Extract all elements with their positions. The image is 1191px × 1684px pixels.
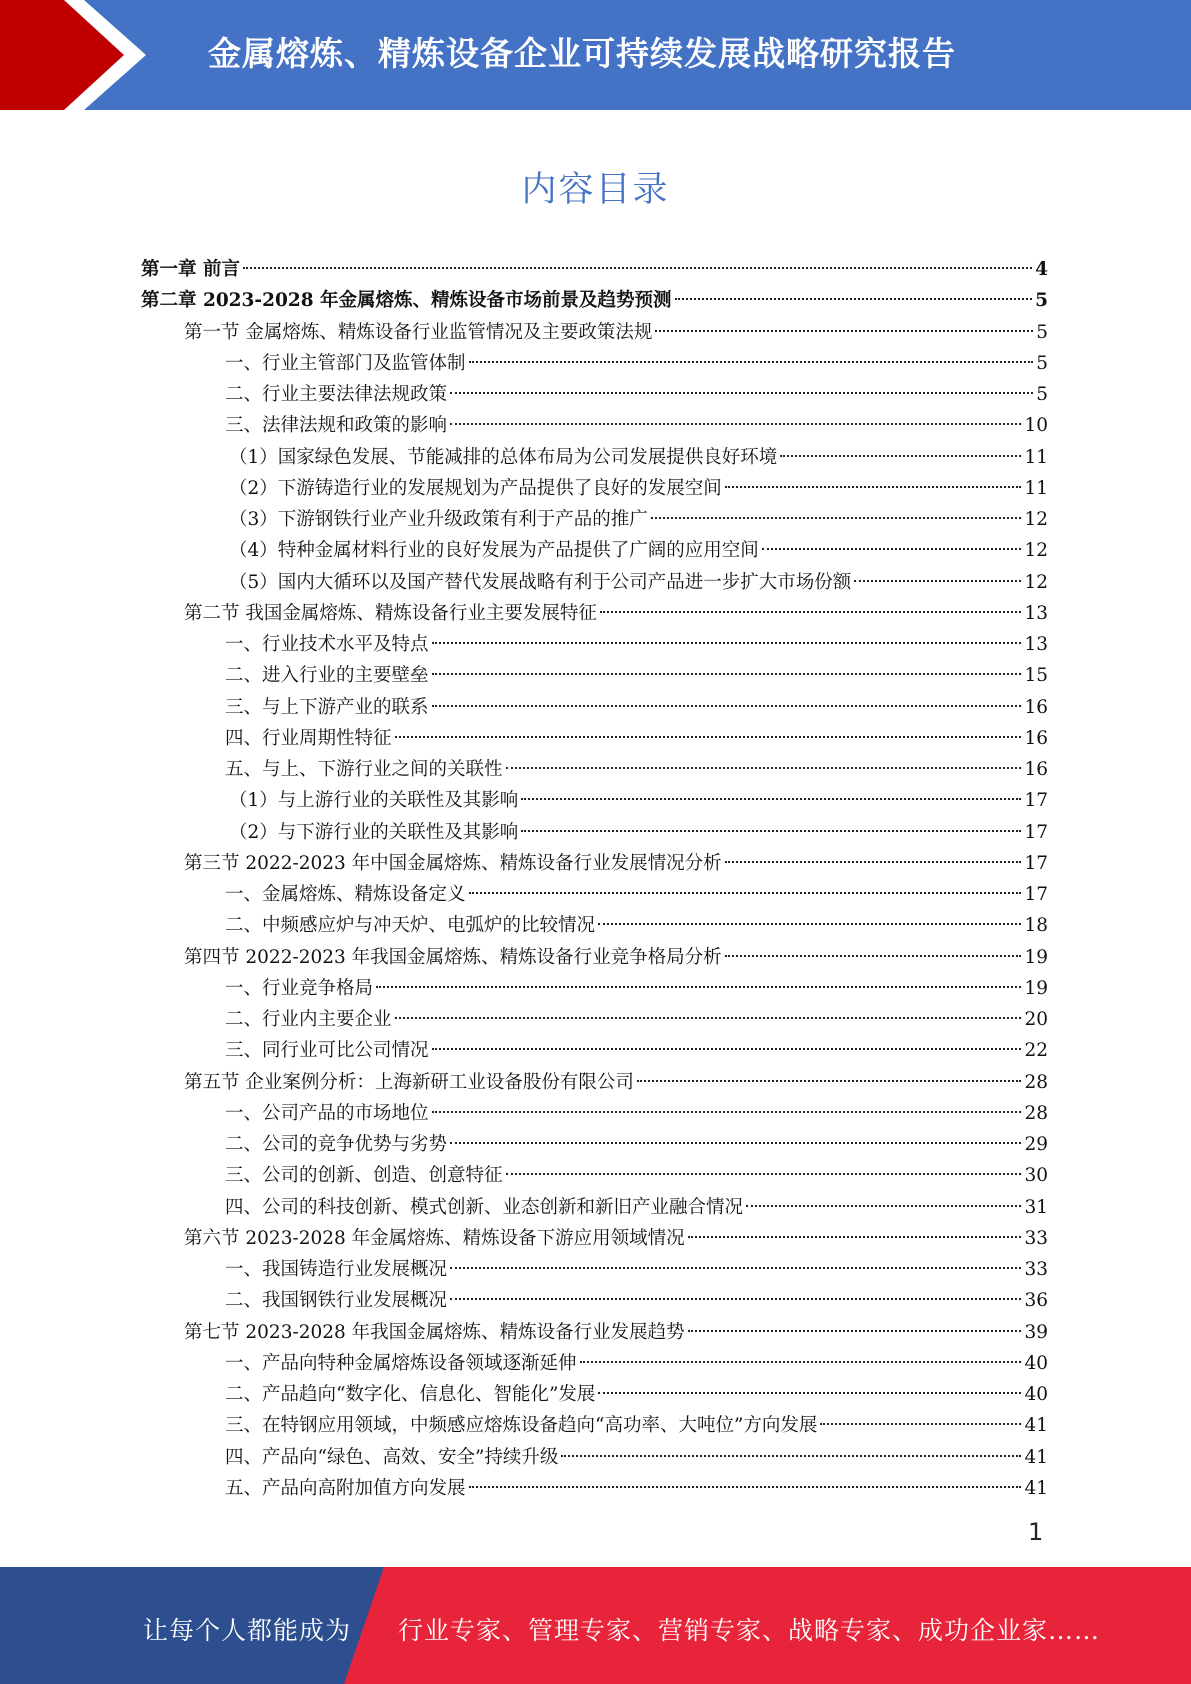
toc-entry-text: 一、行业竞争格局: [225, 977, 374, 999]
toc-dot-leader: [854, 580, 1021, 582]
toc-entry[interactable]: [141, 1223, 1048, 1254]
toc-dot-leader: [376, 986, 1021, 988]
toc-page-number: 11: [1024, 477, 1048, 499]
toc-entry-text: 三、法律法规和政策的影响: [225, 415, 448, 437]
toc-dot-leader: [820, 1423, 1021, 1425]
toc-page-number: 16: [1024, 727, 1048, 749]
toc-entry-text: 第一节 金属熔炼、精炼设备行业监管情况及主要政策法规: [184, 321, 653, 343]
toc-page-number: 5: [1036, 321, 1048, 343]
toc-dot-leader: [580, 1361, 1022, 1363]
toc-entry[interactable]: [141, 723, 1048, 754]
toc-dot-leader: [506, 767, 1022, 769]
toc-page-number: 20: [1024, 1009, 1048, 1030]
toc-dot-leader: [561, 1455, 1021, 1457]
toc-entry-text: 第六节 2023-2028 年金属熔炼、精炼设备下游应用领域情况: [184, 1227, 685, 1249]
toc-dot-leader: [469, 892, 1022, 894]
toc-entry-text: 一、行业技术水平及特点: [225, 634, 429, 655]
toc-page-number: 16: [1024, 696, 1048, 718]
toc-entry-text: （1）国家绿色发展、节能减排的总体布局为公司发展提供良好环境: [229, 446, 778, 468]
toc-page-number: 41: [1024, 1446, 1048, 1468]
toc-entry-text: 第三节 2022-2023 年中国金属熔炼、精炼设备行业发展情况分析: [184, 852, 722, 874]
toc-entry[interactable]: [141, 848, 1048, 879]
toc-dot-leader: [725, 486, 1022, 488]
toc-entry[interactable]: [141, 1317, 1048, 1348]
toc-entry[interactable]: [141, 1254, 1048, 1285]
toc-entry[interactable]: [141, 1129, 1048, 1160]
toc-dot-leader: [450, 1298, 1021, 1300]
toc-page-number: 12: [1024, 509, 1048, 530]
toc-entry[interactable]: [141, 1098, 1048, 1129]
toc-entry-text: 三、公司的创新、创造、创意特征: [225, 1165, 503, 1187]
toc-entry-text: 二、行业内主要企业: [225, 1009, 392, 1030]
footer-banner: [0, 1567, 1191, 1684]
toc-entry[interactable]: [141, 754, 1048, 785]
toc-entry-text: 一、产品向特种金属熔炼设备领域逐渐延伸: [225, 1352, 577, 1374]
toc-page-number: 28: [1024, 1071, 1048, 1093]
toc-page-number: 36: [1024, 1290, 1048, 1312]
toc-page-number: 40: [1024, 1384, 1048, 1405]
toc-page-number: 29: [1024, 1134, 1048, 1155]
toc-page-number: 10: [1024, 415, 1048, 437]
toc-page-number: 17: [1024, 884, 1048, 905]
toc-dot-leader: [432, 1111, 1022, 1113]
toc-dot-leader: [506, 1173, 1022, 1175]
toc-page-number: 16: [1024, 759, 1048, 780]
toc-entry-text: 二、公司的竞争优势与劣势: [225, 1134, 448, 1155]
header-arrow-decoration: [0, 0, 160, 110]
toc-page-number: 18: [1024, 915, 1048, 937]
toc-entry[interactable]: [141, 1379, 1048, 1410]
toc-entry[interactable]: [141, 1473, 1048, 1504]
toc-entry-text: 二、行业主要法律法规政策: [225, 384, 448, 405]
toc-entry-text: （5）国内大循环以及国产替代发展战略有利于公司产品进一步扩大市场份额: [229, 571, 852, 593]
toc-page-number: 12: [1024, 540, 1048, 562]
toc-entry-text: 第四节 2022-2023 年我国金属熔炼、精炼设备行业竞争格局分析: [184, 946, 722, 968]
toc-entry-text: （2）与下游行业的关联性及其影响: [229, 821, 519, 843]
toc-dot-leader: [598, 923, 1021, 925]
toc-dot-leader: [450, 1142, 1021, 1144]
toc-dot-leader: [432, 705, 1022, 707]
toc-entry[interactable]: [141, 1160, 1048, 1191]
toc-page-number: 41: [1024, 1415, 1048, 1437]
table-of-contents: [141, 254, 1048, 1504]
toc-dot-leader: [725, 861, 1022, 863]
toc-entry-text: 一、公司产品的市场地位: [225, 1102, 429, 1124]
toc-dot-leader: [432, 1048, 1022, 1050]
toc-entry-text: 二、进入行业的主要壁垒: [225, 665, 429, 687]
toc-page-number: 12: [1024, 571, 1048, 593]
toc-entry[interactable]: [141, 598, 1048, 629]
toc-dot-leader: [688, 1236, 1022, 1238]
toc-entry-text: 第五节 企业案例分析：上海新研工业设备股份有限公司: [184, 1071, 634, 1093]
toc-entry[interactable]: [141, 379, 1048, 410]
toc-entry[interactable]: [141, 910, 1048, 941]
toc-entry-text: 第二节 我国金属熔炼、精炼设备行业主要发展特征: [184, 602, 597, 624]
toc-entry[interactable]: [141, 504, 1048, 535]
toc-page-number: 31: [1024, 1196, 1048, 1218]
report-title: 金属熔炼、精炼设备企业可持续发展战略研究报告: [208, 34, 956, 73]
toc-entry[interactable]: [141, 410, 1048, 441]
toc-entry-text: （2）下游铸造行业的发展规划为产品提供了良好的发展空间: [229, 477, 722, 499]
toc-entry-text: （1）与上游行业的关联性及其影响: [229, 790, 519, 812]
toc-entry[interactable]: [141, 879, 1048, 910]
toc-dot-leader: [395, 1017, 1022, 1019]
toc-entry-text: 三、在特钢应用领域，中频感应熔炼设备趋向“高功率、大吨位”方向发展: [225, 1415, 818, 1437]
toc-page-number: 15: [1024, 665, 1048, 687]
toc-page-number: 11: [1024, 446, 1048, 468]
toc-entry[interactable]: [141, 1067, 1048, 1098]
toc-page-number: 5: [1035, 290, 1048, 312]
toc-entry-text: 第七节 2023-2028 年我国金属熔炼、精炼设备行业发展趋势: [184, 1321, 685, 1343]
toc-dot-leader: [725, 955, 1022, 957]
toc-entry[interactable]: [141, 442, 1048, 473]
toc-dot-leader: [450, 392, 1033, 394]
toc-entry-text: 五、产品向高附加值方向发展: [225, 1477, 466, 1499]
toc-dot-leader: [746, 1205, 1021, 1207]
toc-entry[interactable]: [141, 1004, 1048, 1035]
toc-entry-text: 第二章 2023-2028 年金属熔炼、精炼设备市场前景及趋势预测: [141, 290, 672, 312]
toc-dot-leader: [651, 517, 1022, 519]
toc-dot-leader: [469, 1486, 1022, 1488]
toc-entry-text: 二、我国钢铁行业发展概况: [225, 1290, 448, 1312]
toc-page-number: 5: [1036, 384, 1048, 405]
toc-entry[interactable]: [141, 348, 1048, 379]
header-banner: [0, 0, 1191, 110]
toc-entry-text: 四、产品向“绿色、高效、安全”持续升级: [225, 1446, 559, 1468]
toc-entry[interactable]: [141, 660, 1048, 691]
toc-page-number: 33: [1024, 1227, 1048, 1249]
toc-page-number: 22: [1024, 1040, 1048, 1062]
toc-entry[interactable]: [141, 1410, 1048, 1441]
toc-entry[interactable]: [141, 1035, 1048, 1066]
toc-page-number: 19: [1024, 977, 1048, 999]
toc-entry-text: 二、产品趋向“数字化、信息化、智能化”发展: [225, 1384, 596, 1405]
toc-dot-leader: [243, 267, 1032, 269]
toc-entry-text: 三、与上下游产业的联系: [225, 696, 429, 718]
toc-page-number: 19: [1024, 946, 1048, 968]
toc-dot-leader: [762, 548, 1022, 550]
toc-page-number: 41: [1024, 1477, 1048, 1499]
toc-title: 内容目录: [521, 170, 670, 210]
toc-entry[interactable]: [141, 1348, 1048, 1379]
toc-page-number: 17: [1024, 852, 1048, 874]
toc-entry[interactable]: [141, 567, 1048, 598]
toc-dot-leader: [655, 330, 1033, 332]
toc-dot-leader: [521, 830, 1021, 832]
toc-entry[interactable]: [141, 254, 1048, 285]
toc-dot-leader: [688, 1330, 1022, 1332]
toc-page-number: 28: [1024, 1102, 1048, 1124]
toc-dot-leader: [469, 361, 1034, 363]
toc-page-number: 39: [1024, 1321, 1048, 1343]
toc-dot-leader: [780, 455, 1021, 457]
toc-entry[interactable]: [141, 285, 1048, 316]
toc-entry-text: 五、与上、下游行业之间的关联性: [225, 759, 503, 780]
toc-entry-text: 四、公司的科技创新、模式创新、业态创新和新旧产业融合情况: [225, 1196, 744, 1218]
toc-entry[interactable]: [141, 942, 1048, 973]
toc-entry-text: 四、行业周期性特征: [225, 727, 392, 749]
toc-entry[interactable]: [141, 473, 1048, 504]
toc-dot-leader: [598, 1392, 1021, 1394]
toc-entry-text: 一、我国铸造行业发展概况: [225, 1259, 448, 1280]
toc-dot-leader: [600, 611, 1022, 613]
toc-dot-leader: [637, 1080, 1022, 1082]
toc-page-number: 40: [1024, 1352, 1048, 1374]
toc-dot-leader: [432, 673, 1022, 675]
toc-entry[interactable]: [141, 1192, 1048, 1223]
toc-dot-leader: [450, 423, 1021, 425]
toc-page-number: 30: [1024, 1165, 1048, 1187]
toc-entry[interactable]: [141, 629, 1048, 660]
toc-entry-text: 一、金属熔炼、精炼设备定义: [225, 884, 466, 905]
toc-entry-text: （3）下游钢铁行业产业升级政策有利于产品的推广: [229, 509, 648, 530]
toc-page-number: 13: [1024, 634, 1048, 655]
toc-entry-text: 第一章 前言: [141, 259, 240, 280]
toc-page-number: 5: [1036, 352, 1048, 374]
toc-entry-text: 二、中频感应炉与冲天炉、电弧炉的比较情况: [225, 915, 596, 937]
toc-entry[interactable]: [141, 785, 1048, 816]
page-number: 1: [1028, 1518, 1044, 1546]
toc-dot-leader: [395, 736, 1022, 738]
toc-page-number: 33: [1024, 1259, 1048, 1280]
toc-page-number: 13: [1024, 602, 1048, 624]
toc-entry[interactable]: [141, 692, 1048, 723]
toc-entry[interactable]: [141, 535, 1048, 566]
toc-dot-leader: [675, 298, 1033, 300]
toc-entry[interactable]: [141, 317, 1048, 348]
toc-dot-leader: [450, 1267, 1021, 1269]
toc-page-number: 17: [1024, 821, 1048, 843]
toc-entry-text: 三、同行业可比公司情况: [225, 1040, 429, 1062]
footer-slogan-right: 行业专家、管理专家、营销专家、战略专家、成功企业家……: [398, 1616, 1101, 1645]
toc-page-number: 4: [1035, 259, 1048, 280]
toc-entry[interactable]: [141, 817, 1048, 848]
toc-page-number: 17: [1024, 790, 1048, 812]
toc-dot-leader: [521, 798, 1021, 800]
footer-slogan-left: 让每个人都能成为: [143, 1616, 352, 1645]
toc-entry[interactable]: [141, 1285, 1048, 1316]
toc-entry[interactable]: [141, 973, 1048, 1004]
toc-dot-leader: [432, 642, 1022, 644]
toc-entry[interactable]: [141, 1442, 1048, 1473]
toc-entry-text: 一、行业主管部门及监管体制: [225, 352, 466, 374]
toc-entry-text: （4）特种金属材料行业的良好发展为产品提供了广阔的应用空间: [229, 540, 759, 562]
